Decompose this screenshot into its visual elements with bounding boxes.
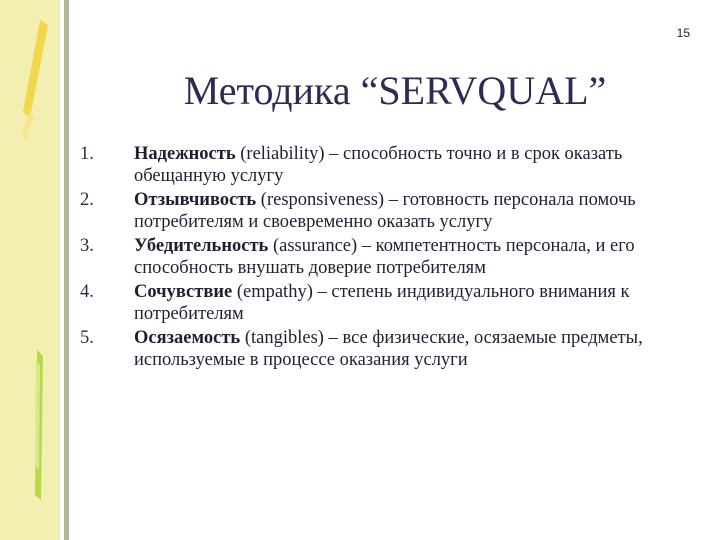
item-description: (empathy) – степень индивидуального внимания к потребителям — [134, 282, 630, 324]
list-item — [80, 190, 690, 233]
decorative-leaf-shapes — [0, 0, 60, 540]
item-term: Убедительность — [134, 236, 269, 256]
item-term: Надежность — [134, 144, 236, 164]
item-text — [134, 236, 690, 279]
item-text — [134, 328, 690, 371]
list-item — [80, 144, 690, 187]
item-text — [134, 144, 690, 187]
item-description: (tangibles) – все физические, осязаемые предметы, используемые в процессе оказания услуги — [134, 328, 643, 370]
list-item — [80, 328, 690, 371]
item-description: (reliability) – способность точно и в срок оказать обещанную услугу — [134, 144, 623, 186]
item-text — [134, 282, 690, 325]
list-item — [80, 236, 690, 279]
slide-title: Методика “SERVQUAL” — [183, 68, 607, 113]
item-number: 5. — [80, 328, 94, 348]
item-term: Отзывчивость — [134, 190, 257, 210]
item-text — [134, 190, 690, 233]
item-number: 4. — [80, 282, 94, 302]
page-number: 15 — [676, 26, 690, 40]
item-description: (responsiveness) – готовность персонала помочь потребителям и своевременно оказать услугу — [134, 190, 636, 232]
item-description: (assurance) – компетентность персонала, и его способность внушать доверие потребителям — [134, 236, 635, 278]
item-term: Сочувствие — [134, 282, 233, 302]
left-divider-line — [64, 0, 69, 540]
item-number: 1. — [80, 144, 94, 164]
yellow-leaf-shape — [23, 20, 48, 118]
criteria-list — [80, 144, 690, 374]
item-term: Осязаемость — [134, 328, 241, 348]
list-item — [80, 282, 690, 325]
item-number: 3. — [80, 236, 94, 256]
item-number: 2. — [80, 190, 94, 210]
